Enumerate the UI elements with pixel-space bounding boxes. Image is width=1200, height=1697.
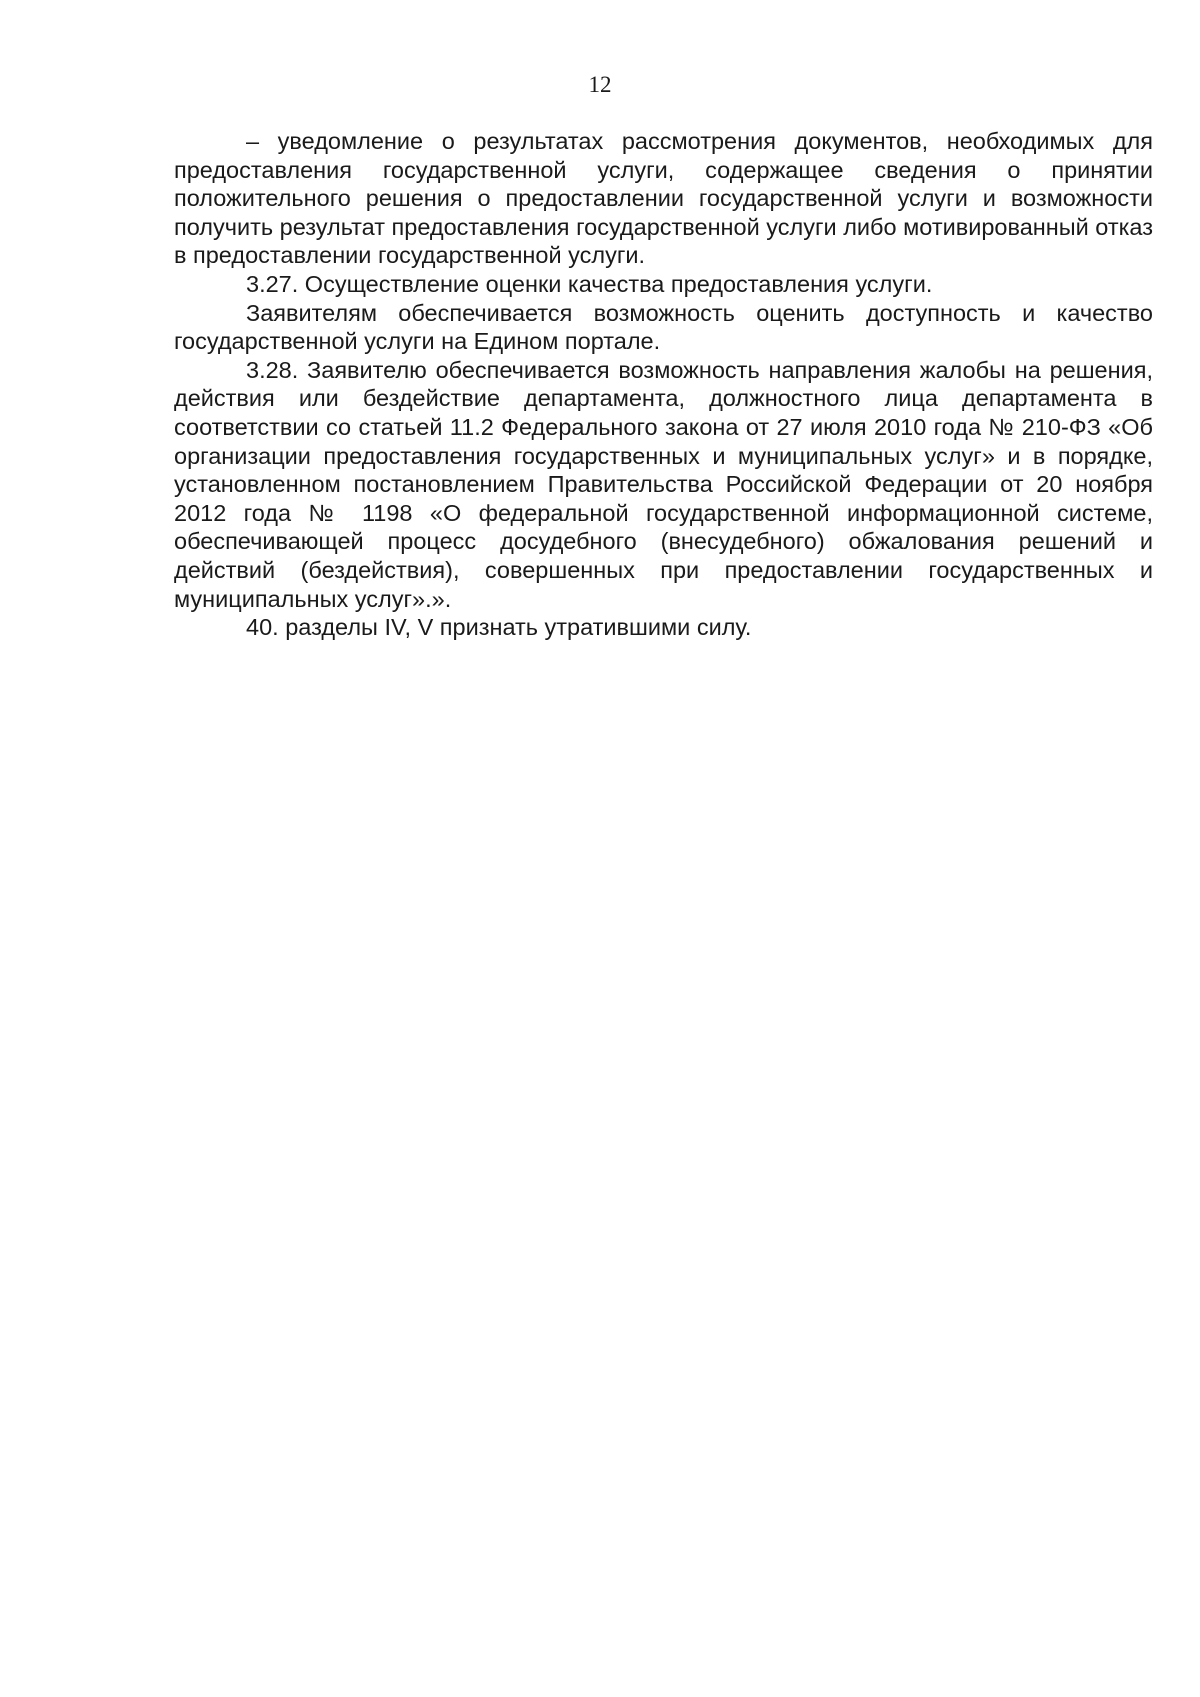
paragraph-quality-assessment: Заявителям обеспечивается возможность оценить доступность и качество государственной услуги на Едином портале. [174, 299, 1153, 355]
paragraph-section-3-28: 3.28. Заявителю обеспечивается возможность направления жалобы на решения, действия или бездействие департамента, должностного лица департамента в соответствии со статьей 11.2 Федерального закона от 27 июля 2010 года № 210-ФЗ «Об организации предоставления государственных и муниципальных услуг» и в порядке, установленном постановлением Правительства Российской Федерации от 20 ноября 2012 года № 1198 «О федеральной государственной информационной системе, обеспечивающей процесс досудебного (внесудебного) обжалования решений и действий (бездействия), совершенных при предоставлении государственных и муниципальных услуг».». [174, 356, 1153, 612]
paragraph-item-40: 40. разделы IV, V признать утратившими силу. [246, 614, 752, 641]
page-number: 12 [588, 72, 612, 97]
paragraph-notification: – уведомление о результатах рассмотрения документов, необходимых для предоставления государственной услуги, содержащее сведения о принятии положительного решения о предоставлении государственной услуги и возможности получить результат предоставления государственной услуги либо мотивированный отказ в предоставлении государственной услуги. [174, 128, 1153, 269]
paragraph-section-3-27-heading: 3.27. Осуществление оценки качества предоставления услуги. [246, 270, 933, 297]
document-body [174, 127, 1153, 642]
